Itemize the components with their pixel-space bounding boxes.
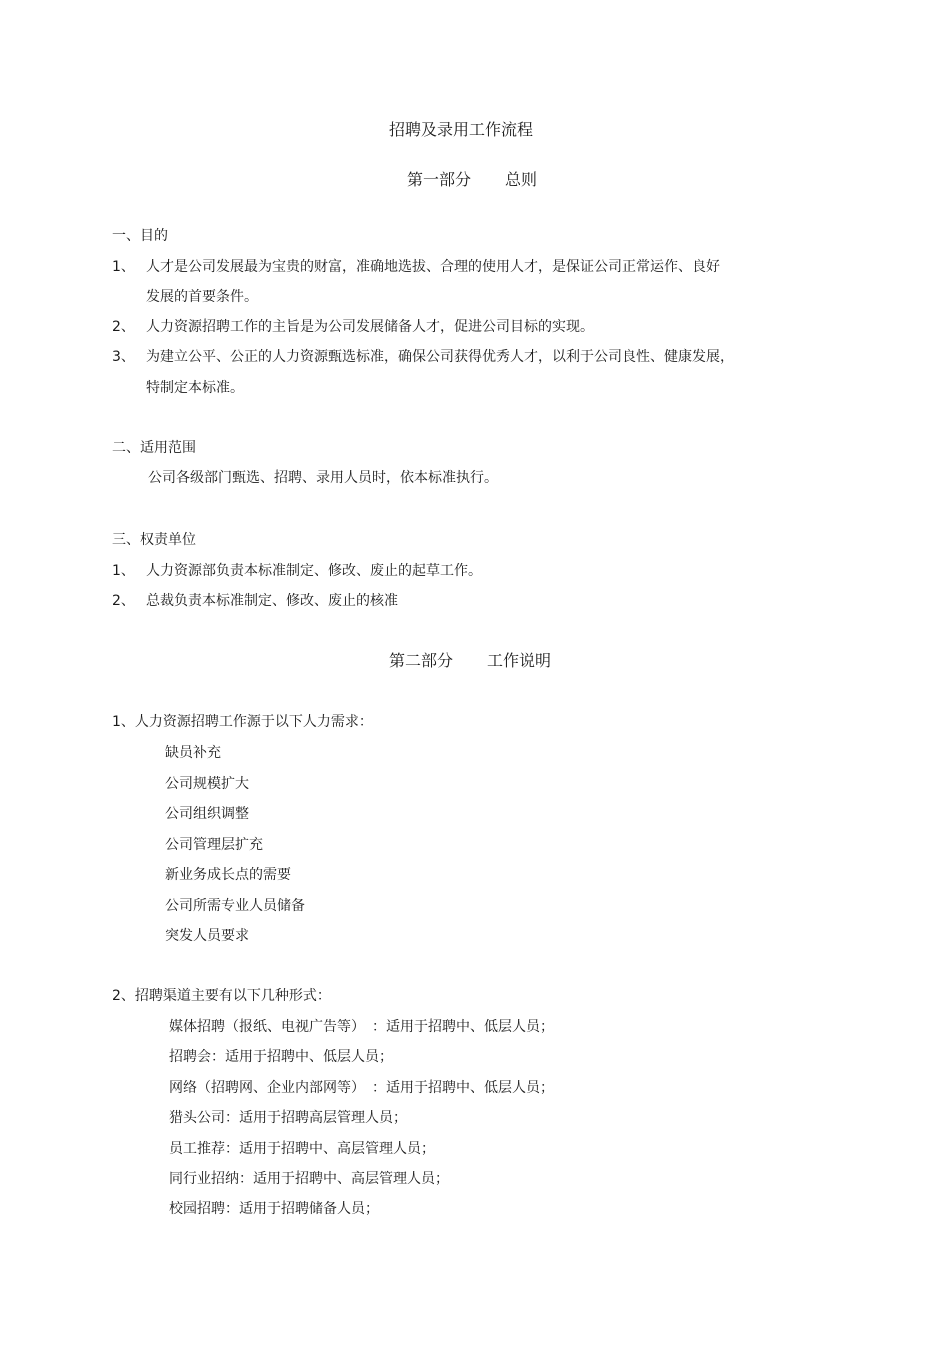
list-item: 校园招聘：适用于招聘储备人员； bbox=[169, 1201, 379, 1217]
list-item: 同行业招纳：适用于招聘中、高层管理人员； bbox=[169, 1171, 449, 1187]
list-item-text: 总裁负责本标准制定、修改、废止的核准 bbox=[146, 593, 398, 609]
section-purpose-title: 一、目的 bbox=[112, 228, 168, 244]
list-item: 猎头公司：适用于招聘高层管理人员； bbox=[169, 1110, 407, 1126]
list-item-text: 为建立公平、公正的人力资源甄选标准，确保公司获得优秀人才，以利于公司良性、健康发展， bbox=[146, 349, 734, 365]
list-item: 公司管理层扩充 bbox=[165, 837, 263, 853]
document-title: 招聘及录用工作流程 bbox=[389, 120, 534, 139]
list-item-text: 人力资源部负责本标准制定、修改、废止的起草工作。 bbox=[146, 563, 482, 579]
list-item: 公司规模扩大 bbox=[165, 776, 249, 792]
list-item-number: 2、 bbox=[112, 319, 135, 335]
part1-heading: 第一部分 bbox=[407, 170, 472, 189]
section-channels-title: 2、招聘渠道主要有以下几种形式： bbox=[112, 988, 331, 1004]
list-item-text: 人才是公司发展最为宝贵的财富，准确地选拔、合理的使用人才，是保证公司正常运作、良好 bbox=[146, 259, 720, 275]
list-item: 网络（招聘网、企业内部网等） ：适用于招聘中、低层人员； bbox=[169, 1080, 554, 1096]
section-scope-text: 公司各级部门甄选、招聘、录用人员时，依本标准执行。 bbox=[148, 470, 498, 486]
list-item-number: 3、 bbox=[112, 349, 135, 365]
list-item-number: 1、 bbox=[112, 259, 135, 275]
list-item: 招聘会：适用于招聘中、低层人员； bbox=[169, 1049, 393, 1065]
list-item-text-cont: 特制定本标准。 bbox=[146, 380, 244, 396]
section-scope-title: 二、适用范围 bbox=[112, 440, 196, 456]
list-item: 新业务成长点的需要 bbox=[165, 867, 291, 883]
section-responsibility-title: 三、权责单位 bbox=[112, 532, 196, 548]
part1-heading-sub: 总则 bbox=[505, 170, 538, 189]
list-item: 公司所需专业人员储备 bbox=[165, 898, 305, 914]
part2-heading: 第二部分 bbox=[389, 651, 454, 670]
part2-heading-sub: 工作说明 bbox=[487, 651, 552, 670]
list-item-number: 2、 bbox=[112, 593, 135, 609]
list-item-text-cont: 发展的首要条件。 bbox=[146, 289, 258, 305]
list-item: 员工推荐：适用于招聘中、高层管理人员； bbox=[169, 1141, 435, 1157]
list-item: 公司组织调整 bbox=[165, 806, 249, 822]
section-demand-title: 1、人力资源招聘工作源于以下人力需求： bbox=[112, 714, 373, 730]
list-item-text: 人力资源招聘工作的主旨是为公司发展储备人才，促进公司目标的实现。 bbox=[146, 319, 594, 335]
list-item-number: 1、 bbox=[112, 563, 135, 579]
list-item: 突发人员要求 bbox=[165, 928, 249, 944]
list-item: 缺员补充 bbox=[165, 745, 221, 761]
list-item: 媒体招聘（报纸、电视广告等） ：适用于招聘中、低层人员； bbox=[169, 1019, 554, 1035]
